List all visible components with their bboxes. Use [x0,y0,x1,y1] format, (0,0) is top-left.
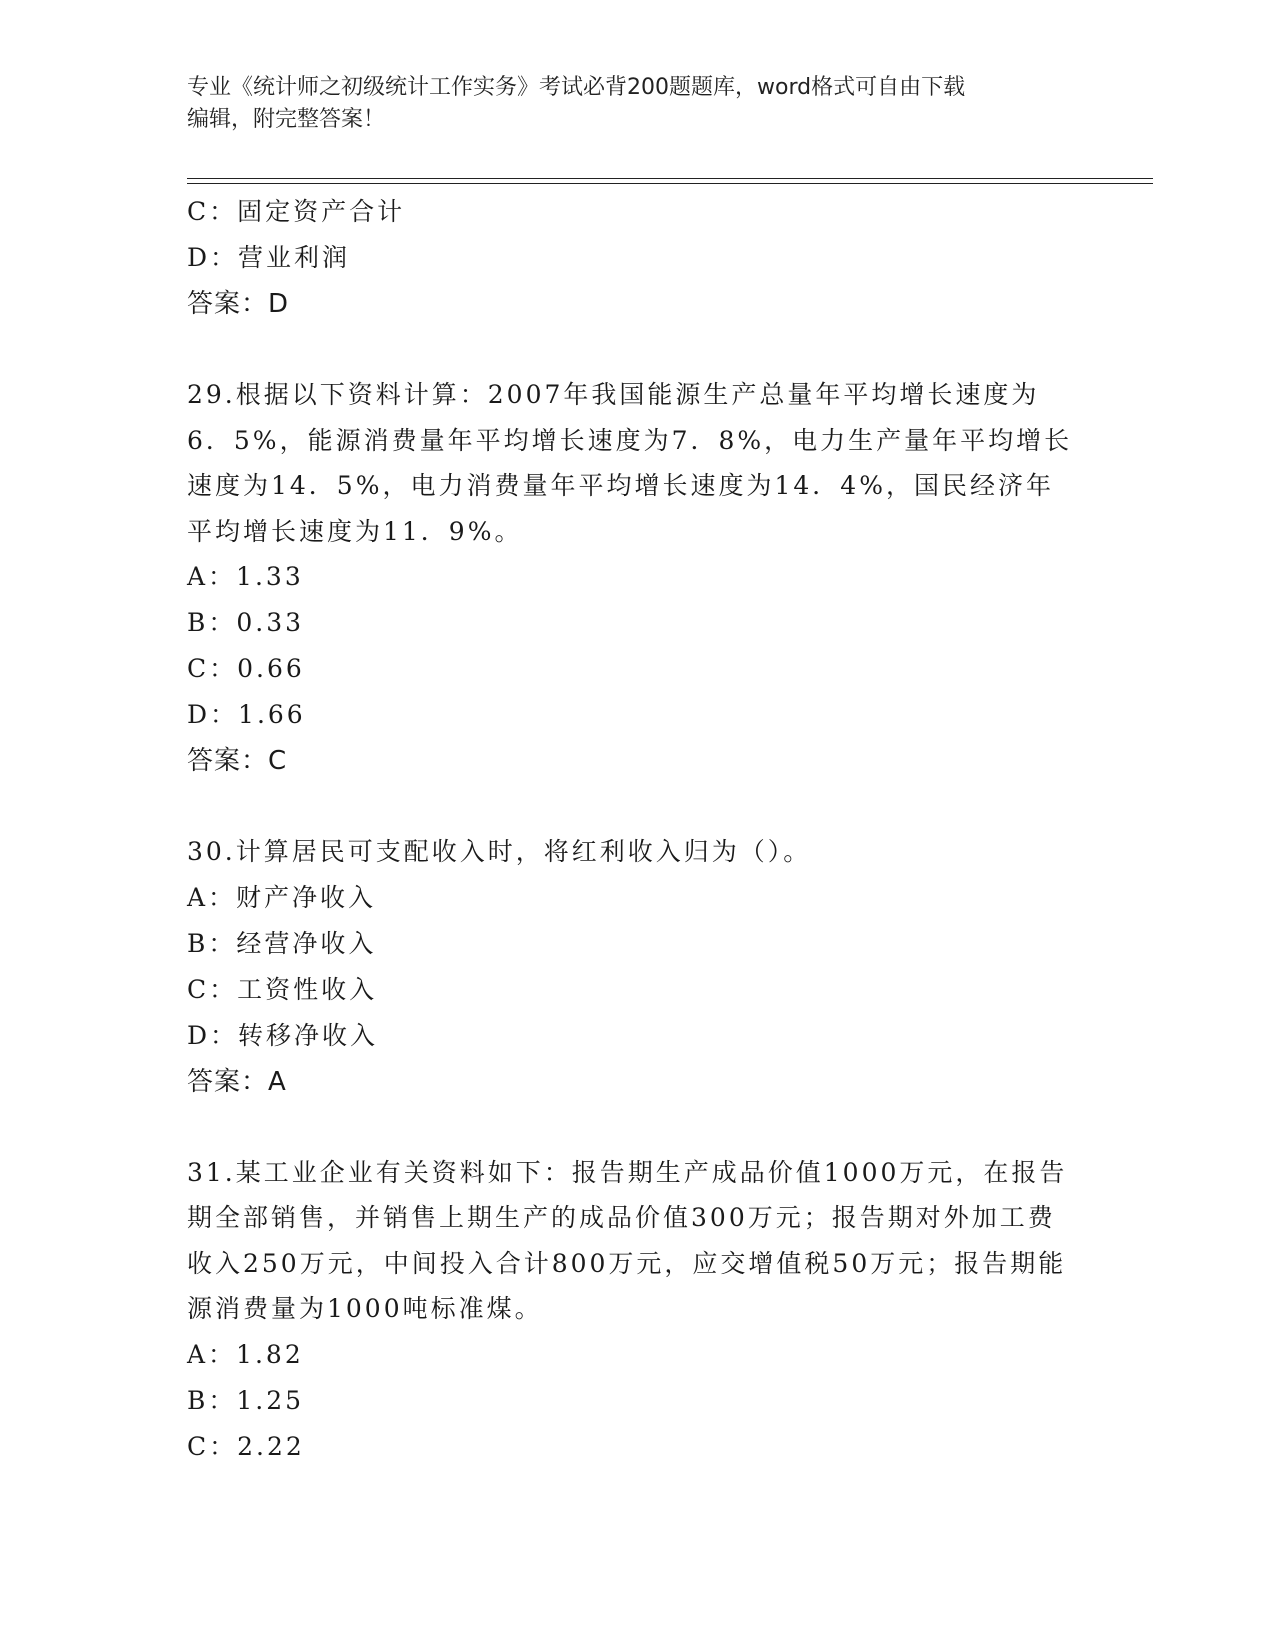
option-b: B：经营净收入 [187,928,377,958]
document-body [187,189,1087,1470]
option-c: C：2.22 [187,1431,305,1461]
question-31 [187,1150,1087,1470]
answer: 答案：D [187,289,290,319]
question-30 [187,829,1087,1105]
option-b: B：1.25 [187,1385,305,1415]
question-29 [187,372,1087,784]
header-rule-bottom [187,183,1153,184]
header-line-1: 专业《统计师之初级统计工作实务》考试必背200题题库，word格式可自由下载 [187,75,966,100]
option-c: C：固定资产合计 [187,197,406,226]
option-d: D：转移净收入 [187,1020,379,1050]
option-d: D：1.66 [187,700,306,729]
option-c: C：工资性收入 [187,974,378,1004]
option-c: C：0.66 [187,654,305,683]
question-text: 29.根据以下资料计算：2007年我国能源生产总量年平均增长速度为6．5%，能源消费量年平均增长速度为7．8%，电力生产量年平均增长速度为14．5%，电力消费量年平均增长速度为14．4%，国民经济年平均增长速度为11．9%。 [187,380,1073,546]
answer: 答案：C [187,746,288,776]
option-a: A：1.33 [187,562,304,591]
option-d: D：营业利润 [187,243,351,272]
answer: 答案：A [187,1066,287,1097]
option-a: A：1.82 [187,1339,304,1369]
option-b: B：0.33 [187,608,305,637]
header-rule-top [187,178,1153,179]
document-header [187,72,1087,136]
question-text: 31.某工业企业有关资料如下：报告期生产成品价值1000万元，在报告期全部销售，并销售上期生产的成品价值300万元；报告期对外加工费收入250万元，中间投入合计800万元，应交增值税50万元；报告期能源消费量为1000吨标准煤。 [187,1157,1068,1323]
question-text: 30.计算居民可支配收入时，将红利收入归为（）。 [187,837,812,866]
header-line-2: 编辑，附完整答案！ [187,107,386,132]
option-a: A：财产净收入 [187,882,377,912]
previous-question-tail [187,189,1087,327]
